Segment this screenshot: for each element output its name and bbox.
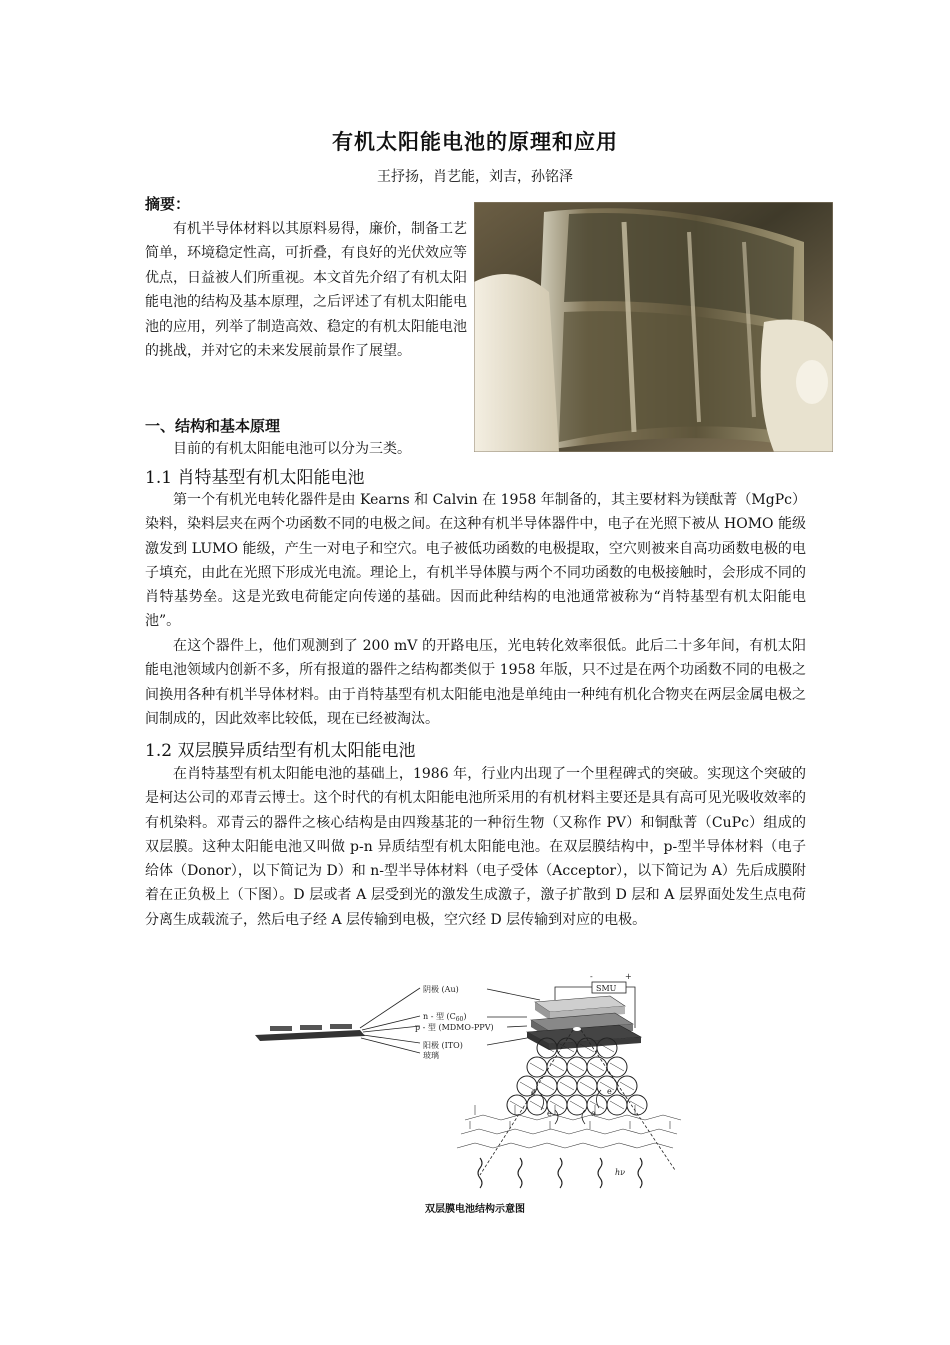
abstract-heading: 摘要： — [145, 195, 191, 213]
section-heading-structure: 一、结构和基本原理 — [145, 417, 281, 435]
abstract-text: 有机半导体材料以其原料易得，廉价，制备工艺简单，环境稳定性高，可折叠，有良好的光伏效应等优点，日益被人们所重视。本文首先介绍了有机太阳能电池的结构及基本原理，之后评述了有机太阳能电池的应用，列举了制造高效、稳定的有机太阳能电池的挑战，并对它的未来发展前景作了展望。 — [145, 221, 467, 360]
label-electron-1: e — [531, 1088, 536, 1097]
label-anode: 阳极 (ITO) — [423, 1041, 463, 1050]
author-list: 王抒扬，肖艺能，刘吉，孙铭泽 — [377, 169, 573, 185]
paragraph-schottky-1: 第一个有机光电转化器件是由 Kearns 和 Calvin 在 1958 年制备的，其主要材料为镁酞菁（MgPc）染料，染料层夹在两个功函数不同的电极之间。在这种有机半导体器件中，电子在光照下被从 HOMO 能级激发到 LUMO 能级，产生一对电子和空穴。电子被低功函数的电极提取，空穴则被来自高功函数电极的电子填充，由此在光照下形成光电流。理论上，有机半导体膜与两个不同功函数的电极接触时，会形成不同的肖特基势垒。这是光致电荷能定向传递的基础。因而此种结构的电池通常被称为“肖特基型有机太阳能电池”。 — [145, 492, 806, 630]
figure-caption: 双层膜电池结构示意图 — [425, 1204, 525, 1215]
device-layer-stack — [527, 996, 641, 1050]
label-p-type: p - 型 (MDMO-PPV) — [415, 1023, 494, 1032]
bilayer-cell-diagram — [255, 970, 695, 1195]
label-minus: - — [590, 972, 593, 981]
flexible-solar-cell-photo — [474, 202, 833, 452]
subsection-heading-schottky: 1.1 肖特基型有机太阳能电池 — [145, 468, 365, 488]
label-hv: hν — [615, 1168, 626, 1177]
label-cathode: 阴极 (Au) — [423, 985, 459, 994]
subsection-heading-bilayer: 1.2 双层膜异质结型有机太阳能电池 — [145, 741, 416, 761]
label-electron-2: e — [607, 1087, 612, 1096]
label-electron-4: e — [591, 1109, 596, 1118]
label-electron-3: e — [547, 1109, 552, 1118]
paragraph-bilayer: 在肖特基型有机太阳能电池的基础上，1986 年，行业内出现了一个里程碑式的突破。实现这个突破的是柯达公司的邓青云博士。这个时代的有机太阳能电池所采用的有机材料主要还是具有高可见光吸收效率的有机染料。邓青云的器件之核心结构是由四羧基苝的一种衍生物（又称作 PV）和铜酞菁（CuPc）组成的双层膜。这种太阳能电池又叫做 p-n 异质结型有机太阳能电池。在双层膜结构中，p-型半导体材料（电子给体（Donor），以下简记为 D）和 n-型半导体材料（电子受体（Acceptor），以下简记为 A）先后成膜附着在正负极上（下图）。D 层或者 A 层受到光的激发生成激子，激子扩散到 D 层和 A 层界面处发生点电荷分离生成载流子，然后电子经 A 层传输到电极，空穴经 D 层传输到对应的电极。 — [145, 766, 806, 928]
paragraph-schottky-2: 在这个器件上，他们观测到了 200 mV 的开路电压，光电转化效率很低。此后二十多年间，有机太阳能电池领域内创新不多，所有报道的器件之结构都类似于 1958 年版，只不过是在两个功函数不同的电极之间换用各种有机半导体材料。由于肖特基型有机太阳能电池是单纯由一种纯有机化合物夹在两层金属电极之间制成的，因此效率比较低，现在已经被淘汰。 — [145, 638, 806, 727]
label-plus: + — [625, 972, 632, 981]
small-device-sketch — [255, 988, 420, 1053]
fullerene-cluster — [507, 1038, 647, 1115]
label-n-type: n - 型 $(C_{60})$ — [423, 1012, 467, 1023]
section-intro: 目前的有机太阳能电池可以分为三类。 — [173, 441, 411, 457]
label-smu: SMU — [596, 984, 617, 993]
label-glass: 玻璃 — [423, 1051, 439, 1060]
paper-title: 有机太阳能电池的原理和应用 — [332, 130, 618, 154]
